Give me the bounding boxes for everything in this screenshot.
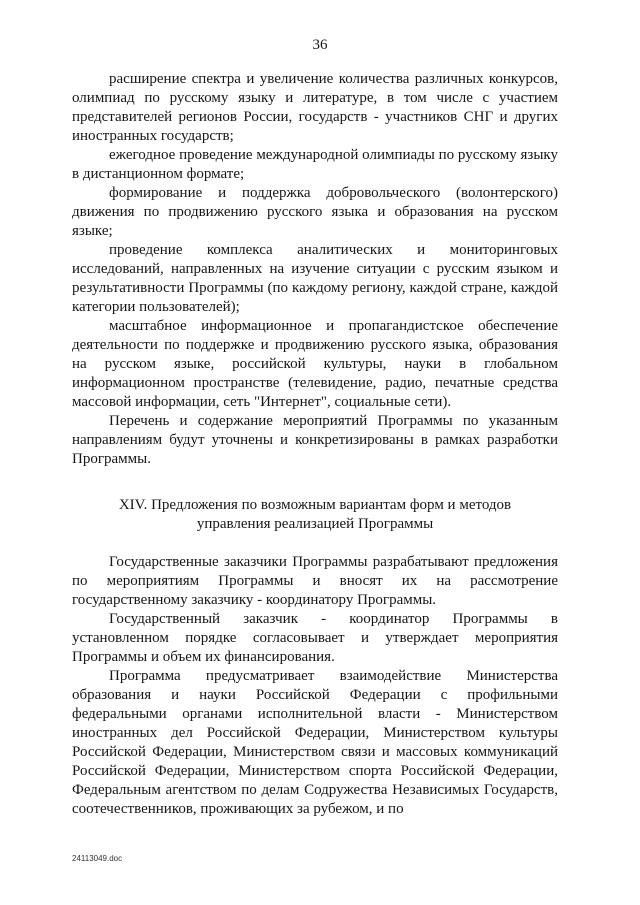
section-heading-line-1: XIV. Предложения по возможным вариантам форм и методов: [118, 497, 512, 513]
paragraph-interaction: Программа предусматривает взаимодействие Министерства образования и науки Российской Федерации с профильными федеральными органами исполнительной власти - Министерством иностранных дел Российской Федерации, Министерством культуры Российской Федерации, Министерством связи и массовых коммуникаций Российской Федерации, Министерством спорта Российской Федерации, Федеральным агентством по делам Содружества Независимых Государств, соотечественников, проживающих за рубежом, и по: [72, 668, 558, 817]
paragraph-information: масштабное информационное и пропагандистское обеспечение деятельности по поддержке и продвижению русского языка, образования на русском языке, российской культуры, науки в глобальном информационном пространстве (телевидение, радио, печатные средства массовой информации, сеть "Интернет", социальные сети).: [72, 318, 558, 410]
paragraph-measures-list: Перечень и содержание мероприятий Программы по указанным направлениям будут уточнены и конкретизированы в рамках разработки Программы.: [72, 413, 558, 467]
page-number: 36: [312, 37, 328, 53]
body-text-top: [72, 70, 558, 469]
section-heading-line-2: управления реализацией Программы: [196, 516, 434, 532]
body-text-bottom: [72, 553, 558, 819]
paragraph-research: проведение комплекса аналитических и мониторинговых исследований, направленных на изучение ситуации с русским языком и результативности Программы (по каждому региону, каждой стране, каждой категории пользователей);: [72, 242, 558, 315]
paragraph-contests: расширение спектра и увеличение количества различных конкурсов, олимпиад по русскому языку и литературе, в том числе с участием представителей регионов России, государств - участников СНГ и других иностранных государств;: [72, 71, 558, 144]
paragraph-volunteer: формирование и поддержка добровольческого (волонтерского) движения по продвижению русского языка и образования на русском языке;: [72, 185, 558, 239]
paragraph-coordinator: Государственный заказчик - координатор Программы в установленном порядке согласовывает и утверждает мероприятия Программы и объем их финансирования.: [72, 611, 558, 665]
footer-filename: 24113049.doc: [72, 854, 123, 863]
section-heading: [72, 496, 558, 534]
paragraph-olympiad: ежегодное проведение международной олимпиады по русскому языку в дистанционном формате;: [72, 147, 558, 182]
paragraph-customers: Государственные заказчики Программы разрабатывают предложения по мероприятиям Программы и вносят их на рассмотрение государственному заказчику - координатору Программы.: [72, 554, 558, 608]
